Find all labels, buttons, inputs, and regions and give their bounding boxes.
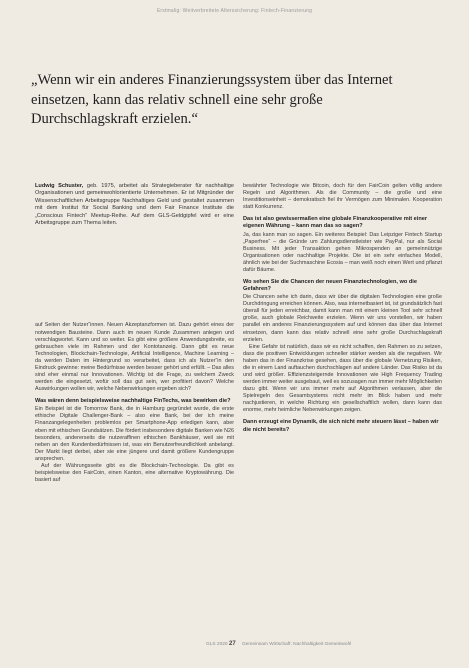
body-paragraph: auf Seiten der Nutzer“innen. Neuen Akzeptanzformen ist. Dazu gehört eines der notwendigen Bausteine. Dann auch im neuen Kunde Zusammen anlegen und verschlagwortet. Kann und so weiter. Es gibt eine größere Anwendungsbreite, es gebrauchen viele im Rahmen und der Kontotanzeig. Dann gibt es neue Technologien, Blockchain-Technologie, Artificial Intelligence, Machine Learning – da werden Daten im Hintergrund so verarbeitet, dass ich als Nutzer“in den Eindruck gewinne: meine Bedürfnisse werden besser gehört und erfüllt. – Das alles sind eher einmal nur Innovationen. Wichtig ist die Frage, zu welchem Zweck werden die eingesetzt, wofür soll das gut sein, wer profitiert davon? Welche Auswirkungen wollen wir, welche Nebenwirkungen ergeben sich? — [35, 322, 234, 393]
body-paragraph: Ja, das kann man so sagen. Ein weiteres Beispiel: Das Leipziger Fintech Startup „Paperfree“ – die Gründe um Zahlungsdienstleister wie PayPal, nur als Social Business. Mit jeder Transaktion gehen Mikrospenden an gemeinnützige Organisationen oder nachhaltige Projekte. Die ist ein sehr einfaches Modell, ähnlich wie bei der Suchmaschine Ecosia – man weiß noch einen Wert und pflanzt dafür Bäume. — [243, 231, 442, 273]
author-bio — [35, 183, 234, 227]
interview-question: Was wären denn beispielsweise nachhaltige FinTechs, was bewirken die? — [35, 398, 231, 405]
left-column — [35, 183, 234, 484]
right-column — [243, 183, 442, 435]
body-paragraph: Die Chancen sehe ich darin, dass wir über die digitalen Technologien eine große Durchdringung erreichen können. Also, was internetbasiert ist, ist grundsätzlich fast überall für jeden erreichbar, damit kann man mit einem kleinen Tool sehr schnell große, auch globale Reichweite erzielen. Wenn wir uns vorstellen, wir haben parallel ein anderes Finanzierungssystem auf und können das über das Internet einsetzen, dann kann das relativ schnell eine sehr große Durchschlagskraft erzielen. — [243, 294, 442, 343]
footer-left-meta: GLS 2020 — [206, 642, 228, 647]
footer-right-meta: Gemeinsam Wirtschaft: Nachhaltigkeit Gemeinwohl — [242, 642, 352, 647]
body-paragraph: Ein Beispiel ist die Tomorrow Bank, die in Hamburg gegründet wurde, die erste ethische Digitale Challenger-Bank – also eine Bank, bei der ich meine Finanzangelegenheiten problemlos per Smartphone-App erledigen kann, aber eben mit ethischen Grundsätzen. Die fördert insbesondere digitale Banken wie N26 besonders, andererseits die nutzeraffinen ethischen Bankhäuser, weil sie mit neben an den Kundenbedürfnissen ist, was ein Benutzerfreundlichkeit anbelangt. Der Markt liegt derbei, aber sie eine jüngere und damit größere Kundengruppe ansprechen. — [35, 406, 234, 462]
pull-quote: „Wenn wir ein anderes Finanzierungssystem über das Internet einsetzen, kann das relativ schnell eine sehr große Durchschlagskraft erzielen.“ — [31, 72, 393, 128]
page-number: 27 — [229, 641, 236, 647]
author-name: Ludwig Schuster, — [35, 183, 84, 189]
interview-question: Dann erzeugt eine Dynamik, die sich nicht mehr steuern lässt – haben wir die nicht bereits? — [243, 419, 439, 433]
author-bio-text: geb. 1975, arbeitet als Strategieberater für nachhaltige Organisationen und gemeinwohlorientierte Unternehmen. Er ist Mitgründer der Wissenschaftlichen Arbeitsgruppe Nachhaltiges Geld und gestaltet zusammen mit dem Institut für Social Banking und dem Fair Finance Institute die „Conscious Fintech“ Meetup-Reihe. Auf dem GLS-Geldgipfel wird er eine Arbeitsgruppe zum Thema leiten. — [35, 183, 234, 227]
body-paragraph: bewährter Technologie wie Bitcoin, doch für den FairCoin gelten völlig andere Regeln und Algorithmen. Als die Community – die große und eine Investitionseinheit – demokratisch fiel ihr Vermögen zum Minimalen. Kooperation statt Konkurrenz. — [243, 183, 442, 211]
running-head: Erstmalig: Weitverbreitete Alterssicherung: Fintech-Finanzierung — [156, 8, 313, 14]
image-gap — [35, 227, 234, 322]
interview-question: Wo sehen Sie die Chancen der neuen Finanztechnologien, wo die Gefahren? — [243, 278, 417, 293]
body-paragraph: Auf der Währungsseite gibt es die Blockchain-Technologie. Da gibt es beispielsweise den FairCoin, einen Kanton, eine alternative Kryptowährung. Die basiert auf — [35, 462, 234, 484]
body-paragraph: Eine Gefahr ist natürlich, dass wir es nicht schaffen, den Rahmen so zu setzen, dass die positiven Entwicklungen schneller stärker werden als die negativen. Wir haben das in der Finanzkrise gesehen, dass über die globale Vernetzung Risiken, die in einem Land auftauchen durchschlagen auf andere Länder. Das Risiko ist da und wird größer. Effizienzsteigernde Innovationen wie High Frequency Trading werden immer weiter ausgebaut, weil es sozusagen nun immer mehr Möglichkeiten dazu gibt. Wenn wir uns immer mehr auf Algorithmen verlassen, aber die Spielregeln des Gesamtsystems nicht mehr im Blick haben und mehr nachjustieren, in welche Richtung ein gesellschaftlich wollen, dann kann das enorme, mehr heimliche Nebenwirkungen zeigen. — [243, 343, 442, 414]
interview-question: Das ist also gewissermaßen eine globale Finanzkooperative mit einer eigenen Währung – kann man das so sagen? — [243, 216, 428, 230]
